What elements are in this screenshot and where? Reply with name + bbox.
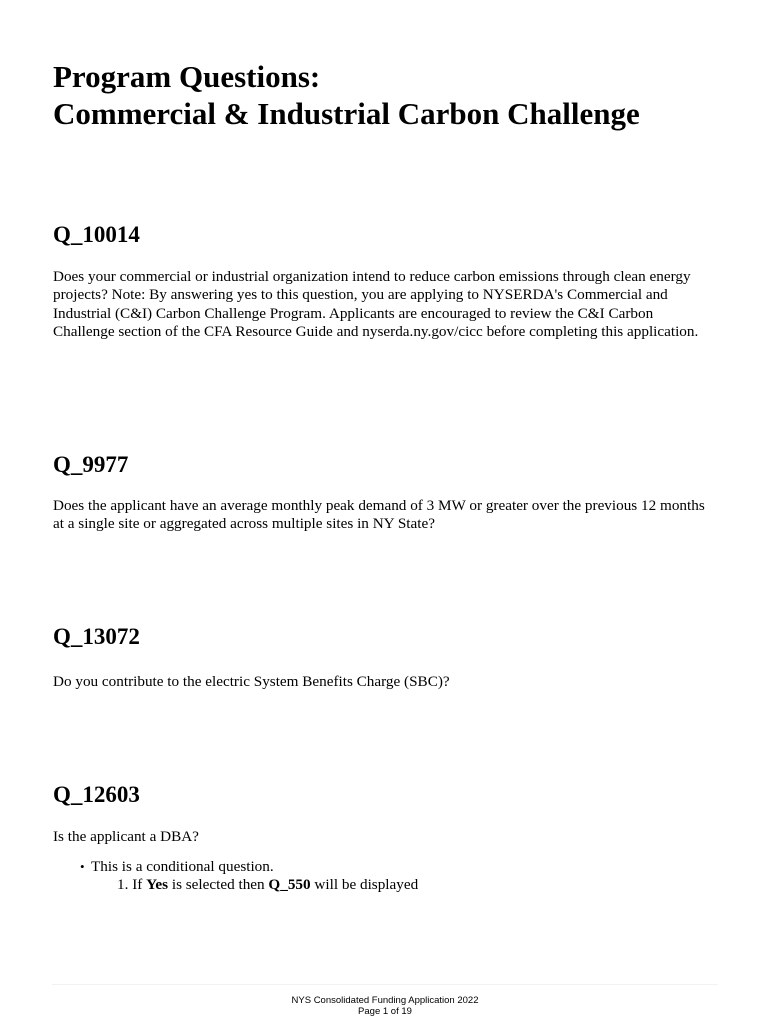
footer-page-number: Page 1 of 19 <box>358 1006 412 1017</box>
conditional-note-text: This is a conditional question. <box>91 858 274 875</box>
rule-prefix: If <box>132 876 143 893</box>
page-title-line-1: Program Questions: <box>53 59 321 94</box>
conditional-note <box>80 858 418 876</box>
question-text-q9977: Does the applicant have an average monthly peak demand of 3 MW or greater over the previous 12 months at a single site or aggregated across multiple sites in NY State? <box>53 497 705 533</box>
question-text-q10014: Does your commercial or industrial organization intend to reduce carbon emissions through clean energy projects? Note: By answering yes to this question, you are applying to NYSERDA's Commercial and Industrial (C&I) Carbon Challenge Program. Applicants are encouraged to review the C&I Carbon Challenge section of the CFA Resource Guide and nyserda.ny.gov/cicc before completing this application. <box>53 268 699 340</box>
question-heading-q12603: Q_12603 <box>53 782 140 807</box>
footer-document-name: NYS Consolidated Funding Application 2022 <box>291 995 479 1006</box>
page-title <box>53 58 733 132</box>
question-text-q13072: Do you contribute to the electric System Benefits Charge (SBC)? <box>53 673 450 690</box>
question-heading-q13072: Q_13072 <box>53 624 140 649</box>
rule-value: Yes <box>146 876 169 893</box>
rule-number: 1. <box>117 876 129 893</box>
page-footer <box>0 995 770 1017</box>
rule-middle: is selected then <box>171 876 265 893</box>
footer-divider <box>52 984 718 985</box>
question-text-q12603: Is the applicant a DBA? <box>53 828 199 845</box>
question-heading-q9977: Q_9977 <box>53 452 129 477</box>
page-title-line-2: Commercial & Industrial Carbon Challenge <box>53 96 640 131</box>
rule-suffix: will be displayed <box>314 876 419 893</box>
question-heading-q10014: Q_10014 <box>53 222 140 247</box>
conditional-rule <box>80 876 418 894</box>
rule-target: Q_550 <box>268 876 311 893</box>
conditional-note-list <box>80 858 418 894</box>
